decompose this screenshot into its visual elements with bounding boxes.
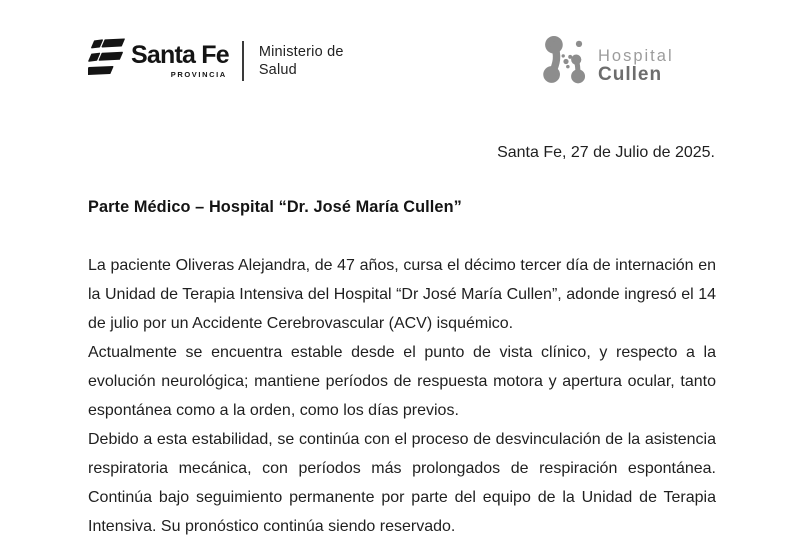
santa-fe-name: Santa Fe (131, 41, 229, 69)
ministry-line2: Salud (258, 62, 297, 78)
document-date: Santa Fe, 27 de Julio de 2025. (497, 144, 715, 161)
santa-fe-wordmark (131, 43, 229, 79)
ministry-name (259, 43, 344, 79)
santa-fe-stripes-icon (88, 38, 126, 84)
hospital-cullen-blob-icon (540, 33, 592, 90)
hospital-cullen-line1: Hospital (598, 47, 674, 65)
hospital-cullen-wordmark (598, 38, 674, 85)
paragraph-prognosis: Debido a esta estabilidad, se continúa con el proceso de desvinculación de la asistencia respiratoria mecánica, con períodos más prolongados de respiración espontánea. Continúa bajo seguimiento permanente por parte del equipo de la Unidad de Terapia Intensiva. Su pronóstico continúa siendo reservado. (88, 431, 716, 535)
document-body (88, 251, 716, 541)
paragraph-patient-status: La paciente Oliveras Alejandra, de 47 años, cursa el décimo tercer día de internación en la Unidad de Terapia Intensiva del Hospital “Dr José María Cullen”, adonde ingresó el 14 de julio por un Accidente Cerebrovascular (ACV) isquémico. (88, 257, 716, 332)
hospital-cullen-logo (540, 33, 674, 90)
santa-fe-subtitle: PROVINCIA (170, 70, 227, 79)
hospital-cullen-line2: Cullen (598, 64, 663, 85)
santa-fe-ministry-logo (88, 38, 344, 84)
document-title: Parte Médico – Hospital “Dr. José María Cullen” (88, 198, 462, 216)
logo-divider (242, 41, 244, 81)
paragraph-clinical-evolution: Actualmente se encuentra estable desde el punto de vista clínico, y respecto a la evolución neurológica; mantiene períodos de respuesta motora y apertura ocular, tanto espontánea como a la orden, como los días previos. (88, 344, 716, 419)
ministry-line1: Ministerio de (258, 44, 344, 60)
